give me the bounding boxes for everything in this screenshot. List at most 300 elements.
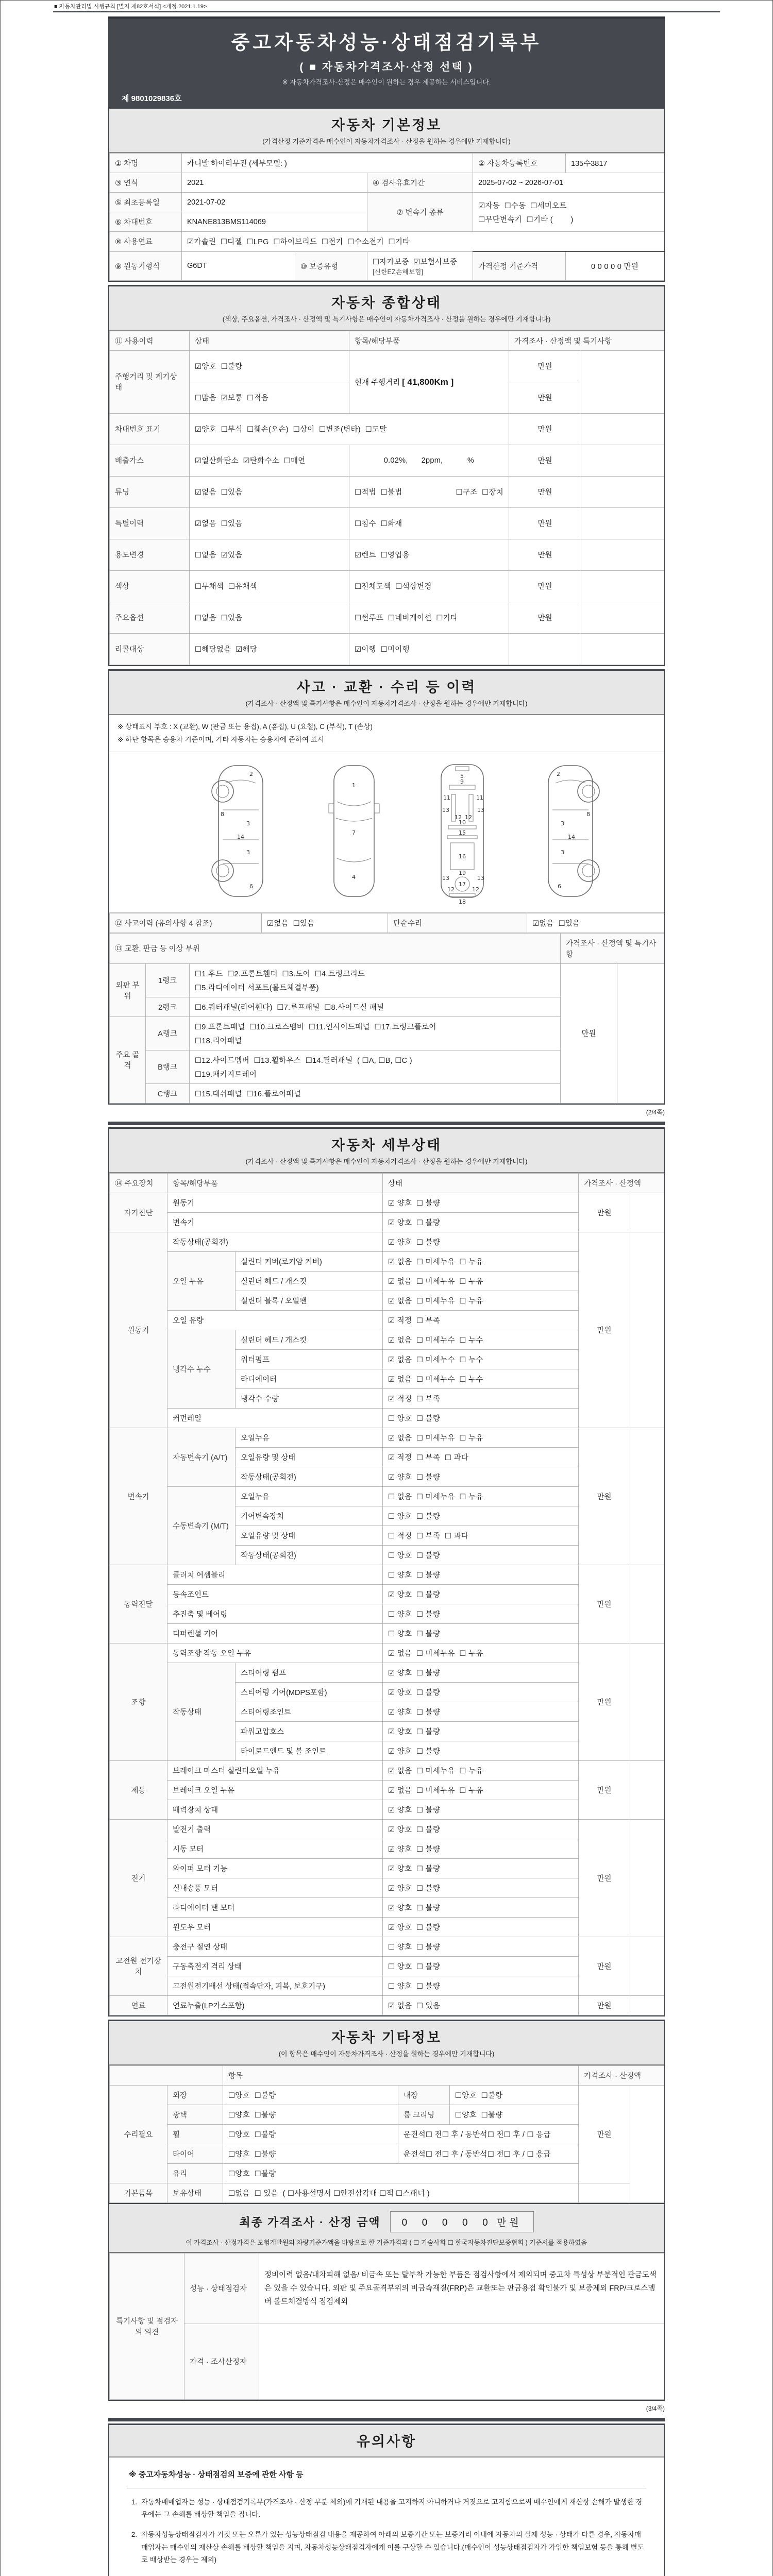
svg-text:8: 8	[586, 810, 590, 818]
window-motor: 윈도우 모터	[167, 1917, 383, 1937]
svg-text:6: 6	[249, 883, 253, 890]
electric-price: 만원	[579, 1819, 630, 1937]
powertrain-price: 만원	[579, 1565, 630, 1643]
rank-price: 만원	[561, 963, 617, 1103]
options-price: 만원	[509, 602, 581, 633]
engine-type-label: ⑨ 원동기형식	[110, 251, 182, 280]
car-underbody-diagram	[441, 765, 484, 905]
vin-mark-note	[581, 413, 664, 445]
steering-pump: 스티어링 펌프	[236, 1663, 383, 1682]
col-item: 항목/해당부품	[349, 331, 509, 350]
options-label: 주요옵션	[110, 602, 190, 633]
wheel-checkboxes[interactable]: ☐양호 ☐불량	[223, 2124, 398, 2144]
svg-text:11: 11	[443, 794, 450, 801]
main-frame-label: 주요 골격	[110, 1016, 146, 1103]
accident-header	[109, 671, 664, 715]
tire-checkboxes[interactable]: ☐양호 ☐불량	[223, 2144, 398, 2163]
table-row	[110, 1193, 664, 1212]
basic-items-group: 기본품목	[110, 2183, 167, 2202]
overall-header	[109, 286, 664, 331]
inspection-period-label: ④ 검사유효기간	[367, 173, 473, 193]
transmission-group: 변속기	[110, 1428, 167, 1565]
selfdiag-note	[630, 1193, 664, 1232]
emission-note	[581, 445, 664, 476]
steering-op-subgroup: 작동상태	[167, 1663, 236, 1760]
oil-level: 오일 유량	[167, 1310, 383, 1330]
first-reg-value: 2021-07-02	[182, 193, 367, 212]
selfdiag-group: 자기진단	[110, 1193, 167, 1232]
brake-oil: 브레이크 오일 누유	[167, 1780, 383, 1800]
wheel-position-checkboxes[interactable]: 운전석☐ 전☐ 후 / 동반석☐ 전☐ 후 / ☐ 응급	[398, 2124, 579, 2144]
panel-rank-table	[109, 933, 664, 1104]
cyl-block-checkboxes[interactable]: ☑ 없음 ☐ 미세누유 ☐ 누유	[383, 1291, 579, 1310]
opinion-table	[109, 2253, 664, 2400]
power-hose-checkboxes[interactable]: ☑ 양호 ☐ 불량	[383, 1721, 579, 1741]
transmission-option-line2[interactable]: ☐무단변속기 ☐기타 ( )	[478, 215, 574, 224]
transmission-note	[630, 1428, 664, 1565]
model-year-label: ③ 연식	[110, 173, 182, 193]
rank2-checkboxes[interactable]: ☐6.쿼터패널(리어휀다) ☐7.루프패널 ☐8.사이드실 패널	[190, 997, 561, 1016]
svg-text:14: 14	[568, 833, 575, 840]
rankA-checkboxes[interactable]	[190, 1016, 561, 1050]
polish-label: 광택	[167, 2105, 223, 2124]
svg-text:3: 3	[561, 849, 564, 856]
recall-label: 리콜대상	[110, 633, 190, 665]
steering-gear-checkboxes[interactable]: ☑ 양호 ☐ 불량	[383, 1682, 579, 1702]
col-price-note: 가격조사 · 산정액 및 특기사항	[509, 331, 664, 350]
glass-label: 유리	[167, 2163, 223, 2183]
fuel-leak-checkboxes[interactable]: ☑ 없음 ☐ 있음	[383, 1995, 579, 2015]
mileage-value: [ 41,800Km ]	[402, 377, 454, 387]
diff-gear: 디퍼렌셜 기어	[167, 1623, 383, 1643]
other-title: 자동차 기타정보	[331, 2029, 442, 2045]
oil-level-checkboxes[interactable]: ☑ 적정 ☐ 부족	[383, 1310, 579, 1330]
blower-motor-checkboxes[interactable]: ☑ 양호 ☐ 불량	[383, 1878, 579, 1897]
coolant-subgroup: 냉각수 누수	[167, 1330, 236, 1408]
power-steering-leak: 동력조향 작동 오일 누유	[167, 1643, 383, 1663]
cyl-cover: 실린더 커버(로커암 커버)	[236, 1251, 383, 1271]
car-name-label: ① 차명	[110, 154, 182, 173]
mt-idle-checkboxes[interactable]: ☐ 양호 ☐ 불량	[383, 1545, 579, 1565]
selfdiag-transmission-checkboxes[interactable]: ☑ 양호 ☐ 불량	[383, 1212, 579, 1232]
fuel-checkboxes[interactable]: ☑가솔린 ☐디젤 ☐LPG ☐하이브리드 ☐전기 ☐수소전기 ☐기타	[182, 232, 664, 252]
detail-header	[109, 1129, 664, 1173]
warranty-insurer: [신한EZ손해보험]	[373, 268, 424, 276]
steering-price: 만원	[579, 1643, 630, 1760]
inspector-opinion-text: 정비이력 없음/내차피해 없음/ 비금속 또는 탈부착 가능한 부품은 점검사항에서 제외되며 중고차 특성상 부분적인 판금도색은 있을 수 있습니다. 외판 및 주요골격부위의 비금속재질(FRP)은 교환또는 판금용접 확인불가 및 보증제외 FRP/크로스멤버 볼트체결방식 점검제외	[259, 2253, 664, 2324]
diff-gear-checkboxes[interactable]: ☐ 양호 ☐ 불량	[383, 1623, 579, 1643]
options-note	[581, 602, 664, 633]
table-row	[110, 2183, 664, 2202]
common-rail-checkboxes[interactable]: ☐ 양호 ☐ 불량	[383, 1408, 579, 1428]
car-top-diagram	[329, 766, 379, 896]
svg-text:19: 19	[459, 869, 466, 876]
at-idle-checkboxes[interactable]: ☑ 양호 ☐ 불량	[383, 1467, 579, 1486]
rankA-line1[interactable]: ☐9.프론트패널 ☐10.크로스멤버 ☐11.인사이드패널 ☐17.트렁크플로어	[195, 1023, 436, 1031]
svg-text:6: 6	[558, 883, 561, 890]
vin-mark-label: 차대번호 표기	[110, 413, 190, 445]
cyl-block: 실린더 블록 / 오일팬	[236, 1291, 383, 1310]
tuning-label: 튜닝	[110, 476, 190, 507]
transmission-checkboxes[interactable]	[473, 193, 664, 232]
notices-body	[109, 2458, 664, 2576]
basic-info-title: 자동차 기본정보	[331, 117, 442, 133]
notices-header	[109, 2425, 664, 2458]
starter-motor-checkboxes[interactable]: ☑ 양호 ☐ 불량	[383, 1839, 579, 1858]
fuel-leak: 연료누출(LP가스포함)	[167, 1995, 383, 2015]
special-history-checkboxes[interactable]: ☑없음 ☐있음	[190, 507, 349, 539]
power-steering-leak-checkboxes[interactable]: ☑ 없음 ☐ 미세누유 ☐ 누유	[383, 1643, 579, 1663]
usage-change-label: 용도변경	[110, 539, 190, 570]
steering-joint: 스티어링조인트	[236, 1702, 383, 1721]
base-price-label: 가격산정 기준가격	[473, 251, 566, 280]
svg-text:3: 3	[561, 820, 564, 827]
svg-text:18: 18	[459, 898, 466, 905]
section-basic-info	[108, 107, 665, 282]
brake-note	[630, 1760, 664, 1819]
coolant-level: 냉각수 수량	[236, 1388, 383, 1408]
polish-checkboxes[interactable]: ☐양호 ☐불량	[223, 2105, 398, 2124]
accident-title: 사고 · 교환 · 수리 등 이력	[296, 679, 477, 695]
at-oil-level-checkboxes[interactable]: ☑ 적정 ☐ 부족 ☐ 과다	[383, 1447, 579, 1467]
accident-history-label: ⑫ 사고이력 (유의사항 4 참조)	[110, 913, 262, 933]
steering-note	[630, 1643, 664, 1760]
exchange-price-label: 가격조사 · 산정액 및 특기사항	[561, 933, 664, 963]
table-row	[110, 154, 664, 173]
basic-info-header	[109, 109, 664, 153]
rank1-line2[interactable]: ☐5.라디에이터 서포트(볼트체결부품)	[195, 984, 319, 992]
drive-battery-checkboxes[interactable]: ☐ 양호 ☐ 불량	[383, 1956, 579, 1976]
hv-wiring: 고전원전기배선 상태(접속단자, 피복, 보호기구)	[167, 1976, 383, 1995]
simple-repair-label: 단순수리	[388, 913, 527, 933]
svg-text:13: 13	[442, 874, 449, 882]
powertrain-note	[630, 1565, 664, 1643]
charge-port: 충전구 절연 상태	[167, 1937, 383, 1956]
rankA-line2[interactable]: ☐18.리어패널	[195, 1037, 242, 1045]
vin-mark-checkboxes[interactable]: ☑양호 ☐부식 ☐훼손(오손) ☐상이 ☐변조(변타) ☐도말	[190, 413, 509, 445]
tuning-type-checkboxes[interactable]: ☐구조 ☐장치	[456, 488, 503, 497]
notice-number: 1.	[131, 2498, 137, 2506]
accident-basis-note: ※ 하단 항목은 승용차 기준이며, 기타 자동차는 승용차에 준하여 표시	[117, 736, 324, 744]
emission-checkboxes[interactable]: ☑일산화탄소 ☑탄화수소 ☐매연	[190, 445, 349, 476]
rankB-line1[interactable]: ☐12.사이드멤버 ☐13.휠하우스 ☐14.필러패널 ( ☐A, ☐B, ☐C )	[195, 1056, 412, 1065]
wiper-motor-checkboxes[interactable]: ☑ 양호 ☐ 불량	[383, 1858, 579, 1878]
brake-master-checkboxes[interactable]: ☑ 없음 ☐ 미세누유 ☐ 누유	[383, 1760, 579, 1780]
other-subtitle: (이 항목은 매수인이 자동차가격조사 · 산정을 원하는 경우에만 기재합니다)	[278, 2049, 495, 2058]
color-note	[581, 570, 664, 602]
document-number: 제 9801029836호	[122, 94, 182, 103]
cyl-head-checkboxes[interactable]: ☑ 없음 ☐ 미세누유 ☐ 누유	[383, 1271, 579, 1291]
svg-text:16: 16	[459, 853, 466, 860]
mt-oil-leak: 오일누유	[236, 1486, 383, 1506]
brake-price: 만원	[579, 1760, 630, 1819]
table-row	[110, 633, 664, 665]
cv-joint-checkboxes[interactable]: ☑ 양호 ☐ 불량	[383, 1584, 579, 1604]
car-side-right-diagram	[548, 766, 599, 896]
recall-checkboxes[interactable]: ☐해당없음 ☑해당	[190, 633, 349, 665]
tie-rod: 타이로드엔드 및 볼 조인트	[236, 1741, 383, 1760]
table-row	[110, 2253, 664, 2324]
final-price-value: 0 0 0 0 0 만원	[390, 2211, 534, 2232]
table-row	[110, 2324, 664, 2399]
col-detail-price: 가격조사 · 산정액	[579, 1173, 664, 1193]
mt-subgroup: 수동변속기 (M/T)	[167, 1486, 236, 1565]
car-side-left-diagram	[212, 766, 263, 896]
color-price: 만원	[509, 570, 581, 602]
at-oil-leak: 오일누유	[236, 1428, 383, 1447]
mileage-status-checkboxes[interactable]: ☑양호 ☐불량	[190, 350, 349, 382]
mileage-price: 만원	[509, 350, 581, 382]
mileage-price2: 만원	[509, 382, 581, 413]
oil-leak-subgroup: 오일 누유	[167, 1251, 236, 1310]
rank1-checkboxes[interactable]	[190, 963, 561, 997]
warranty-checkboxes[interactable]	[367, 251, 473, 280]
notice-subheading-1: ※ 중고자동차성능 · 상태점검의 보증에 관한 사항 등	[127, 2461, 646, 2488]
table-row	[110, 507, 664, 539]
final-price-note: 이 가격조사 · 산정가격은 보험개발원의 차량기준가액을 바탕으로 한 기준가격과 ( ☐ 기술사회 ☐ 한국자동차진단보증협회 ) 기준서를 적용하였음	[186, 2239, 587, 2246]
table-row	[110, 1937, 664, 1956]
page-divider	[108, 1122, 665, 1125]
color-checkboxes[interactable]: ☐무채색 ☐유채색	[190, 570, 349, 602]
fuel-label: ⑧ 사용연료	[110, 232, 182, 252]
form-regulation-note: ■ 자동차관리법 시행규칙 [별지 제82호서식] <개정 2021.1.19>	[54, 4, 207, 10]
tuning-legal-checkboxes[interactable]: ☐적법 ☐불법	[355, 488, 402, 497]
window-motor-checkboxes[interactable]: ☑ 양호 ☐ 불량	[383, 1917, 579, 1937]
coolant-head-checkboxes[interactable]: ☑ 없음 ☐ 미세누수 ☐ 누수	[383, 1330, 579, 1349]
table-row	[110, 963, 664, 997]
basic-info-table	[109, 153, 664, 281]
glass-checkboxes[interactable]: ☐양호 ☐불량	[223, 2163, 579, 2183]
usage-change-checkboxes[interactable]: ☐없음 ☑있음	[190, 539, 349, 570]
svg-text:10: 10	[459, 819, 466, 826]
tuning-detail-cell[interactable]	[349, 476, 509, 507]
prop-shaft-checkboxes[interactable]: ☐ 양호 ☐ 불량	[383, 1604, 579, 1623]
warranty-type-label: ⑩ 보증유형	[295, 251, 367, 280]
interior-checkboxes[interactable]: ☐양호 ☐불량	[450, 2085, 579, 2105]
tire-label: 타이어	[167, 2144, 223, 2163]
inspection-period-value: 2025-07-02 ~ 2026-07-01	[473, 173, 664, 193]
col-state: 상태	[190, 331, 349, 350]
brake-booster-checkboxes[interactable]: ☑ 양호 ☐ 불량	[383, 1800, 579, 1819]
other-table	[109, 2065, 664, 2203]
engine-group: 원동기	[110, 1232, 167, 1428]
hv-wiring-checkboxes[interactable]: ☐ 양호 ☐ 불량	[383, 1976, 579, 1995]
options-type-checkboxes[interactable]: ☐썬루프 ☐네비게이션 ☐기타	[349, 602, 509, 633]
options-checkboxes[interactable]: ☐없음 ☐있음	[190, 602, 349, 633]
cv-joint: 등속조인트	[167, 1584, 383, 1604]
accident-history-checkboxes[interactable]: ☑없음 ☐있음	[262, 913, 388, 933]
brake-oil-checkboxes[interactable]: ☑ 없음 ☐ 미세누유 ☐ 누유	[383, 1780, 579, 1800]
alternator-checkboxes[interactable]: ☑ 양호 ☐ 불량	[383, 1819, 579, 1839]
table-header-row	[110, 2065, 664, 2085]
tuning-note	[581, 476, 664, 507]
tie-rod-checkboxes[interactable]: ☑ 양호 ☐ 불량	[383, 1741, 579, 1760]
page-mark-3: (3/4쪽)	[646, 2404, 665, 2412]
radiator-checkboxes[interactable]: ☑ 없음 ☐ 미세누수 ☐ 누수	[383, 1369, 579, 1388]
accident-status-table	[109, 913, 664, 933]
steering-joint-checkboxes[interactable]: ☑ 양호 ☐ 불량	[383, 1702, 579, 1721]
mileage-note	[581, 350, 664, 413]
rankB-label: B랭크	[146, 1050, 190, 1083]
table-row	[110, 445, 664, 476]
opinion-label: 특기사항 및 점검자의 의견	[110, 2253, 184, 2399]
reg-number-value: 135수3817	[566, 154, 664, 173]
clutch-checkboxes[interactable]: ☐ 양호 ☐ 불량	[383, 1565, 579, 1584]
section-overall-condition	[108, 285, 665, 666]
accident-symbol-note: ※ 상태표시 부호 : X (교환), W (판금 또는 용접), A (흠집), U (요철), C (부식), T (손상)	[117, 722, 373, 731]
vin-mark-price: 만원	[509, 413, 581, 445]
mileage-item-cell	[349, 350, 509, 413]
table-row	[110, 476, 664, 507]
rankB-checkboxes[interactable]	[190, 1050, 561, 1083]
powertrain-group: 동력전달	[110, 1565, 167, 1643]
tire-position-checkboxes[interactable]: 운전석☐ 전☐ 후 / 동반석☐ 전☐ 후 / ☐ 응급	[398, 2144, 579, 2163]
mt-gear: 기어변속장치	[236, 1506, 383, 1526]
rankC-checkboxes[interactable]: ☐15.대쉬패널 ☐16.플로어패널	[190, 1083, 561, 1103]
exchange-panel-label: ⑬ 교환, 판금 등 이상 부위	[110, 933, 561, 963]
engine-note	[630, 1232, 664, 1428]
svg-text:12: 12	[447, 886, 455, 893]
table-row	[110, 1760, 664, 1780]
transmission-label: ⑦ 변속기 종류	[367, 193, 473, 232]
mt-oil-leak-checkboxes[interactable]: ☐ 없음 ☐ 미세누유 ☐ 누유	[383, 1486, 579, 1506]
appraiser-opinion-text	[259, 2324, 664, 2399]
special-history-type-checkboxes[interactable]: ☐침수 ☐화재	[349, 507, 509, 539]
fuel-note	[630, 1995, 664, 2015]
car-diagram-area	[109, 752, 664, 913]
exterior-checkboxes[interactable]: ☐양호 ☐불량	[223, 2085, 398, 2105]
detail-title: 자동차 세부상태	[331, 1137, 442, 1153]
warranty-options[interactable]: ☐자가보증 ☑보험사보증	[373, 258, 458, 266]
coolant-level-checkboxes[interactable]: ☑ 적정 ☐ 부족	[383, 1388, 579, 1408]
appraiser-label: 가격 · 조사산정자	[184, 2324, 259, 2399]
repair-price: 만원	[579, 2085, 630, 2183]
svg-text:14: 14	[237, 833, 244, 840]
color-type-checkboxes[interactable]: ☐전체도색 ☐색상변경	[349, 570, 509, 602]
outer-panel-label: 외판 부위	[110, 963, 146, 1016]
rankA-label: A랭크	[146, 1016, 190, 1050]
interior-label: 내장	[398, 2085, 450, 2105]
rank1-label: 1랭크	[146, 963, 190, 997]
rankB-line2[interactable]: ☐19.패키지트레이	[195, 1070, 257, 1079]
inspector-label: 성능 · 상태점검자	[184, 2253, 259, 2324]
detail-subtitle: (가격조사 · 산정액 및 특기사항은 매수인이 자동차가격조사 · 산정을 원하는 경우에만 기재합니다)	[245, 1157, 528, 1165]
drive-battery: 구동축전지 격리 상태	[167, 1956, 383, 1976]
section-accident-history	[108, 669, 665, 1105]
table-header-row	[110, 331, 664, 350]
engine-idle: 작동상태(공회전)	[167, 1232, 383, 1251]
other-header	[109, 2021, 664, 2065]
emission-label: 배출가스	[110, 445, 190, 476]
cyl-cover-checkboxes[interactable]: ☑ 없음 ☐ 미세누유 ☐ 누유	[383, 1251, 579, 1271]
notice-text	[141, 2574, 646, 2576]
color-label: 색상	[110, 570, 190, 602]
svg-text:4: 4	[352, 873, 356, 880]
notices-title: 유의사항	[356, 2433, 417, 2449]
svg-text:2: 2	[557, 770, 560, 777]
usage-change-type-checkboxes[interactable]: ☑렌트 ☐영업용	[349, 539, 509, 570]
table-row	[110, 1428, 664, 1447]
selfdiag-transmission: 변속기	[167, 1212, 383, 1232]
selfdiag-engine-checkboxes[interactable]: ☑ 양호 ☐ 불량	[383, 1193, 579, 1212]
document-title: 중고자동차성능·상태점검기록부	[231, 32, 542, 53]
at-oil-leak-checkboxes[interactable]: ☑ 없음 ☐ 미세누유 ☐ 누유	[383, 1428, 579, 1447]
hv-group: 고전원 전기장치	[110, 1937, 167, 1995]
notice-item	[127, 2574, 646, 2576]
alternator: 발전기 출력	[167, 1819, 383, 1839]
top-rule	[53, 11, 720, 12]
accident-subtitle: (가격조사 · 산정액 및 특기사항은 매수인이 자동차가격조사 · 산정을 원하는 경우에만 기재합니다)	[245, 699, 528, 707]
model-year-value: 2021	[182, 173, 367, 193]
detail-table	[109, 1173, 664, 2015]
rankC-label: C랭크	[146, 1083, 190, 1103]
mileage-amount-checkboxes[interactable]: ☐많음 ☑보통 ☐적음	[190, 382, 349, 413]
brake-group: 제동	[110, 1760, 167, 1819]
accident-notes	[109, 715, 664, 752]
mileage-item-label: 현재 주행거리	[355, 378, 400, 387]
table-row	[110, 1643, 664, 1663]
table-row	[110, 913, 664, 933]
mt-gear-checkboxes[interactable]: ☐ 양호 ☐ 불량	[383, 1506, 579, 1526]
recall-status-checkboxes[interactable]: ☑이행 ☐미이행	[349, 633, 509, 665]
table-row	[110, 602, 664, 633]
radiator-fan-checkboxes[interactable]: ☑ 양호 ☐ 불량	[383, 1897, 579, 1917]
selfdiag-engine: 원동기	[167, 1193, 383, 1212]
steering-pump-checkboxes[interactable]: ☑ 양호 ☐ 불량	[383, 1663, 579, 1682]
charge-port-checkboxes[interactable]: ☐ 양호 ☐ 불량	[383, 1937, 579, 1956]
table-header-row	[110, 933, 664, 963]
room-cleaning-label: 룸 크리닝	[398, 2105, 450, 2124]
engine-idle-checkboxes[interactable]: ☑ 양호 ☐ 불량	[383, 1232, 579, 1251]
rank1-line1[interactable]: ☐1.후드 ☐2.프론트휀더 ☐3.도어 ☐4.트렁크리드	[195, 970, 365, 978]
room-cleaning-checkboxes[interactable]: ☐양호 ☐불량	[450, 2105, 579, 2124]
table-row	[110, 1995, 664, 2015]
possession-checkboxes[interactable]: ☐없음 ☐ 있음 ( ☐사용설명서 ☐안전삼각대 ☐잭 ☐스패너 )	[223, 2183, 579, 2202]
special-history-note	[581, 507, 664, 539]
tuning-checkboxes[interactable]: ☑없음 ☐있음	[190, 476, 349, 507]
overall-subtitle: (색상, 주요옵션, 가격조사 · 산정액 및 특기사항은 매수인이 자동차가격조사 · 산정을 원하는 경우에만 기재합니다)	[222, 315, 551, 323]
svg-text:12: 12	[455, 814, 462, 821]
simple-repair-checkboxes[interactable]: ☑없음 ☐있음	[527, 913, 664, 933]
table-row	[110, 232, 664, 252]
recall-note	[581, 633, 664, 665]
usage-change-note	[581, 539, 664, 570]
blower-motor: 실내송풍 모터	[167, 1878, 383, 1897]
table-row	[110, 173, 664, 193]
wiper-motor: 와이퍼 모터 기능	[167, 1858, 383, 1878]
svg-text:3: 3	[246, 849, 250, 856]
transmission-option-line1[interactable]: ☑자동 ☐수동 ☐세미오토	[478, 201, 567, 210]
fuel-group: 연료	[110, 1995, 167, 2015]
svg-text:12: 12	[472, 886, 479, 893]
reg-number-label: ② 자동차등록번호	[473, 154, 566, 173]
table-row	[110, 539, 664, 570]
svg-text:8: 8	[221, 810, 224, 818]
car-name-value: 카니발 하이리무진 (세부모델: )	[182, 154, 473, 173]
mileage-label: 주행거리 및 계기상태	[110, 350, 190, 413]
engine-type-value: G6DT	[182, 251, 295, 280]
notice-number: 2.	[131, 2531, 137, 2539]
power-hose: 파워고압호스	[236, 1721, 383, 1741]
overall-title: 자동차 종합상태	[331, 295, 442, 311]
hv-note	[630, 1937, 664, 1995]
section-notices	[108, 2424, 665, 2576]
water-pump-checkboxes[interactable]: ☑ 없음 ☐ 미세누수 ☐ 누수	[383, 1349, 579, 1369]
basic-info-subtitle: (가격산정 기준가격은 매수인이 자동차가격조사 · 산정을 원하는 경우에만 기재합니다)	[262, 138, 511, 145]
svg-text:7: 7	[352, 829, 356, 836]
mt-oil-level-checkboxes[interactable]: ☐ 적정 ☐ 부족 ☐ 과다	[383, 1526, 579, 1545]
table-row	[110, 350, 664, 382]
